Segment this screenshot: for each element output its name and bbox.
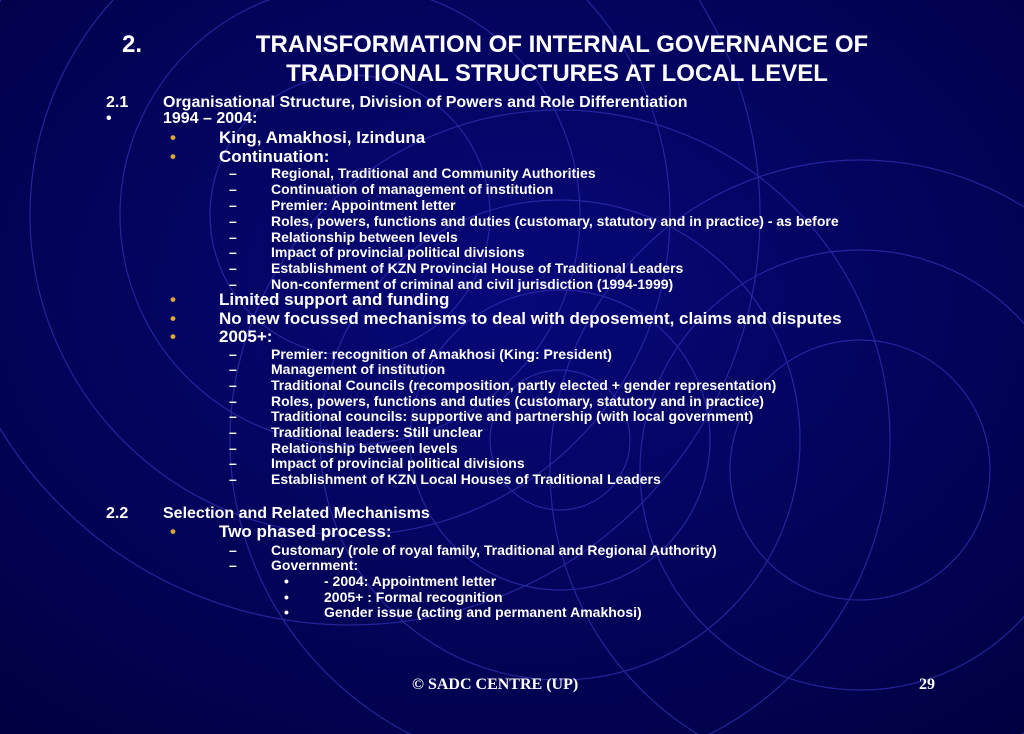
list-item-label: 1994 – 2004:	[163, 110, 258, 127]
title-line-2: TRADITIONAL STRUCTURES AT LOCAL LEVEL	[286, 60, 828, 87]
list-item-label: No new focussed mechanisms to deal with deposement, claims and disputes	[219, 309, 842, 328]
section-number: 2.1	[106, 94, 129, 111]
list-item-label: Impact of provincial political divisions	[271, 244, 525, 260]
section-title: Organisational Structure, Division of Powers and Role Differentiation	[163, 94, 688, 111]
list-item-label: Limited support and funding	[219, 290, 450, 309]
dash-icon: –	[229, 181, 237, 197]
footer-copyright: © SADC CENTRE (UP)	[412, 676, 579, 693]
list-item-label: Roles, powers, functions and duties (customary, statutory and in practice) - as before	[271, 213, 839, 229]
list-item-label: Premier: Appointment letter	[271, 197, 456, 213]
list-item-label: - 2004: Appointment letter	[324, 573, 497, 589]
dash-icon: –	[229, 346, 237, 362]
dash-icon: –	[229, 244, 237, 260]
bullet-icon: •	[170, 327, 176, 346]
list-item-label: Gender issue (acting and permanent Amakhosi)	[324, 604, 642, 620]
list-item-label: Continuation:	[219, 147, 330, 166]
bullet-icon: •	[170, 309, 176, 328]
dash-icon: –	[229, 260, 237, 276]
bullet-icon: •	[106, 110, 112, 127]
section-title: Selection and Related Mechanisms	[163, 505, 430, 522]
list-item-label: Management of institution	[271, 361, 446, 377]
section-number: 2.2	[106, 505, 129, 522]
list-item-label: 2005+:	[219, 327, 273, 346]
bullet-icon: •	[170, 128, 176, 147]
list-item-label: Traditional Councils (recomposition, partly elected + gender representation)	[271, 377, 777, 393]
dash-icon: –	[229, 377, 237, 393]
list-item-label: Establishment of KZN Local Houses of Traditional Leaders	[271, 471, 661, 487]
page-number: 29	[919, 676, 935, 693]
list-item-label: Roles, powers, functions and duties (customary, statutory and in practice)	[271, 393, 764, 409]
list-item-label: Government:	[271, 557, 359, 573]
list-item-label: 2005+ : Formal recognition	[324, 589, 503, 605]
slide-title	[0, 30, 1024, 88]
list-item-label: Impact of provincial political divisions	[271, 455, 525, 471]
dash-icon: –	[229, 455, 237, 471]
bullet-icon: •	[284, 589, 289, 605]
title-number: 2.	[122, 31, 143, 58]
bullet-icon: •	[170, 147, 176, 166]
list-item-label: Non-conferment of criminal and civil jurisdiction (1994-1999)	[271, 276, 674, 292]
dash-icon: –	[229, 229, 237, 245]
dash-icon: –	[229, 165, 237, 181]
dash-icon: –	[229, 276, 237, 292]
dash-icon: –	[229, 424, 237, 440]
dash-icon: –	[229, 213, 237, 229]
dash-icon: –	[229, 542, 237, 558]
list-item-label: Traditional leaders: Still unclear	[271, 424, 483, 440]
list-item-label: Regional, Traditional and Community Authorities	[271, 165, 596, 181]
list-item-label: Premier: recognition of Amakhosi (King: President)	[271, 346, 612, 362]
dash-icon: –	[229, 361, 237, 377]
dash-icon: –	[229, 408, 237, 424]
bullet-icon: •	[284, 604, 289, 620]
title-line-1: TRANSFORMATION OF INTERNAL GOVERNANCE OF	[255, 31, 869, 58]
bullet-icon: •	[170, 522, 176, 541]
list-item-label: Customary (role of royal family, Traditional and Regional Authority)	[271, 542, 717, 558]
list-item-label: King, Amakhosi, Izinduna	[219, 128, 426, 147]
dash-icon: –	[229, 197, 237, 213]
bullet-icon: •	[170, 290, 176, 309]
list-item-label: Relationship between levels	[271, 229, 458, 245]
list-item-label: Continuation of management of institution	[271, 181, 554, 197]
dash-icon: –	[229, 440, 237, 456]
list-item-label: Traditional councils: supportive and partnership (with local government)	[271, 408, 754, 424]
dash-icon: –	[229, 393, 237, 409]
list-item-label: Establishment of KZN Provincial House of Traditional Leaders	[271, 260, 684, 276]
dash-icon: –	[229, 471, 237, 487]
dash-icon: –	[229, 557, 237, 573]
bullet-icon: •	[284, 573, 289, 589]
list-item-label: Relationship between levels	[271, 440, 458, 456]
list-item-label: Two phased process:	[219, 522, 392, 541]
